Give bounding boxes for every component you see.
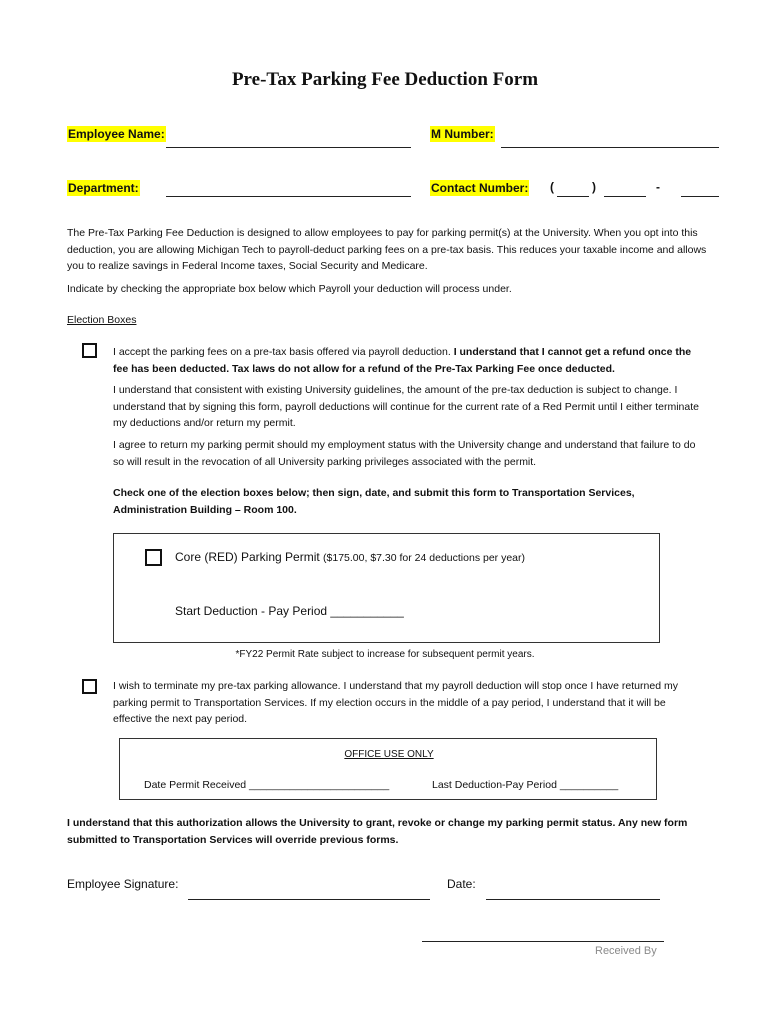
contact-number-label: Contact Number: (431, 181, 529, 195)
election-boxes-heading: Election Boxes (67, 314, 137, 326)
terminate-checkbox[interactable] (82, 679, 97, 694)
date-label: Date: (447, 877, 476, 891)
employee-signature-label: Employee Signature: (67, 877, 179, 891)
received-by-line (422, 941, 664, 942)
accept-statement (113, 344, 703, 377)
received-by-label: Received By (595, 945, 657, 957)
office-use-heading: OFFICE USE ONLY (344, 749, 434, 760)
intro-paragraph: The Pre-Tax Parking Fee Deduction is designed to allow employees to pay for parking permit(s) at the University. When you opt into this deduction, you are allowing Michigan Tech to payroll-deduct parking fees on a pre-tax basis. This reduces your taxable income and allows you to realize savings in Federal Income taxes, Social Security and Medicare. (67, 227, 707, 272)
understand-statement: I understand that consistent with existing University guidelines, the amount of the pre-tax deduction is subject to change. I understand that by signing this form, payroll deductions will continue for the current rate of a Red Permit until I either terminate my deductions and/or return my permit. (113, 384, 699, 429)
terminate-statement: I wish to terminate my pre-tax parking allowance. I understand that my payroll deduction will stop once I have returned my parking permit to Transportation Services. If my election occurs in the middle of a pay period, I understand that it will be effective the next pay period. (113, 680, 678, 725)
phone-area-code-field[interactable] (557, 196, 589, 197)
core-permit-label: Core (RED) Parking Permit (175, 550, 324, 564)
form-title: Pre-Tax Parking Fee Deduction Form (231, 69, 539, 90)
start-deduction-field[interactable]: Start Deduction - Pay Period ___________ (175, 604, 404, 618)
employee-signature-field[interactable] (188, 899, 430, 900)
agree-statement: I agree to return my parking permit should my employment status with the University change and understand that failure to do so will result in the revocation of all University parking privileges associated with the permit. (113, 439, 696, 468)
core-permit-option (175, 549, 525, 566)
core-permit-box (113, 533, 660, 643)
phone-line-field[interactable] (681, 196, 719, 197)
phone-close-paren: ) (592, 180, 596, 194)
core-permit-checkbox[interactable] (145, 549, 162, 566)
accept-checkbox[interactable] (82, 343, 97, 358)
authorization-statement: I understand that this authorization allows the University to grant, revoke or change my parking permit status. Any new form submitted to Transportation Services will override previous forms. (67, 817, 688, 846)
payroll-instruction: Indicate by checking the appropriate box below which Payroll your deduction will process under. (67, 283, 512, 295)
department-field[interactable] (166, 196, 411, 197)
election-instructions: Check one of the election boxes below; then sign, date, and submit this form to Transportation Services, Administration Building – Room 100. (113, 487, 635, 516)
phone-open-paren: ( (550, 180, 554, 194)
accept-bold-text: I understand that I cannot get a refund once the fee has been deducted. Tax laws do not allow for a refund of the Pre-Tax Parking Fee once deducted. (113, 346, 692, 375)
m-number-label: M Number: (431, 127, 494, 141)
office-use-box (119, 738, 657, 800)
core-permit-price: ($175.00, $7.30 for 24 deductions per year) (323, 552, 525, 564)
department-label: Department: (68, 181, 139, 195)
phone-dash: - (656, 180, 660, 194)
phone-prefix-field[interactable] (604, 196, 646, 197)
fy22-rate-note: *FY22 Permit Rate subject to increase for subsequent permit years. (235, 649, 535, 660)
employee-name-label: Employee Name: (68, 127, 165, 141)
employee-name-field[interactable] (166, 147, 411, 148)
accept-plain-text: I accept the parking fees on a pre-tax basis offered via payroll deduction. (113, 346, 454, 358)
date-field[interactable] (486, 899, 660, 900)
last-deduction-field: Last Deduction-Pay Period __________ (432, 779, 619, 791)
m-number-field[interactable] (501, 147, 719, 148)
date-permit-received-field: Date Permit Received ________________________ (144, 779, 390, 791)
